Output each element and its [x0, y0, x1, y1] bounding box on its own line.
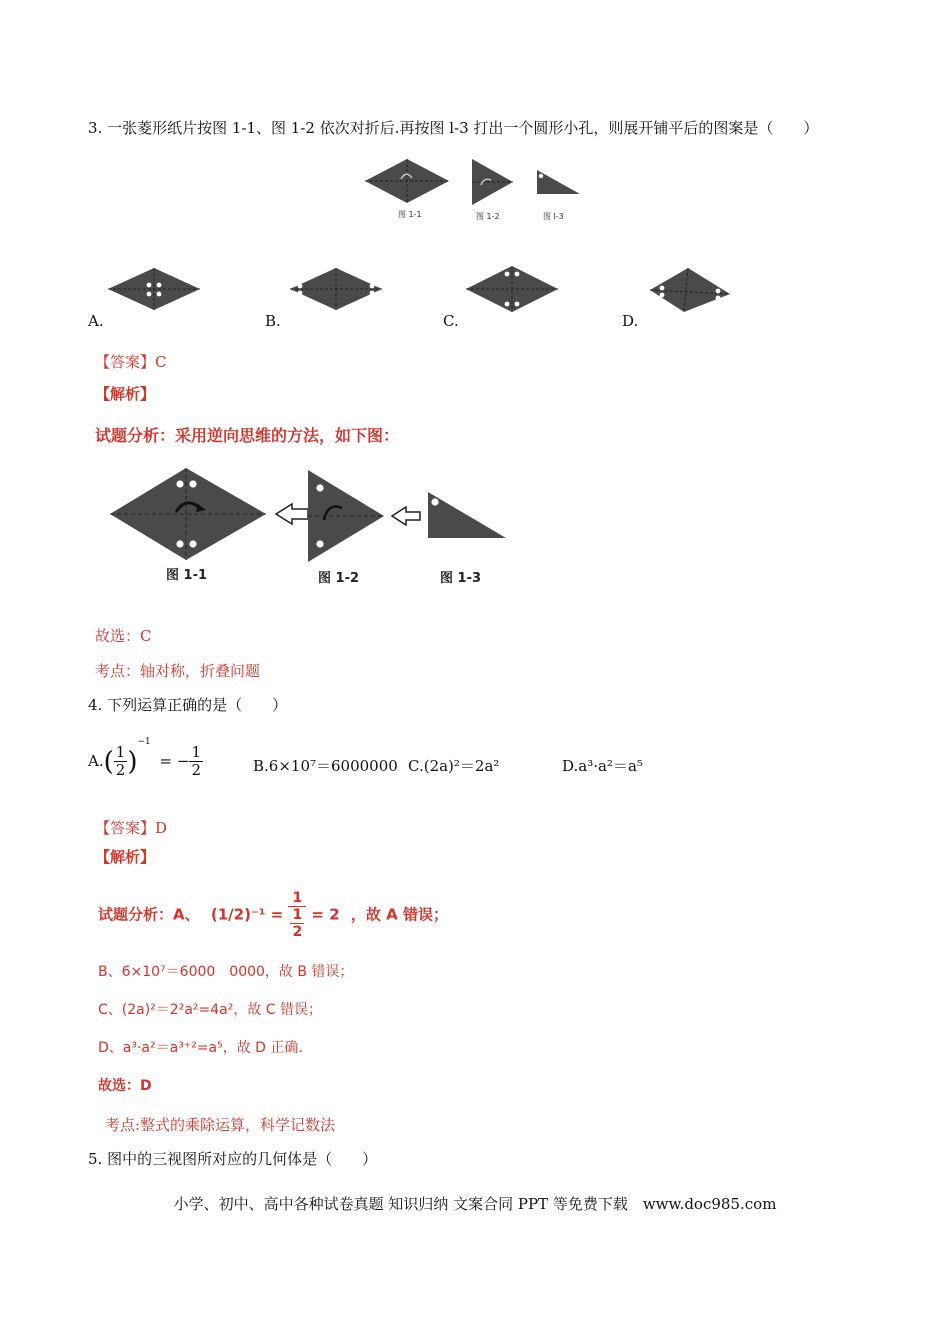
q3-kaodian: 考点：轴对称，折叠问题 — [95, 662, 261, 680]
q4-analysis-line-d: D、a³·a²＝a³⁺²=a⁵，故 D 正确. — [98, 1040, 303, 1056]
q4-option-b[interactable]: B.6×10⁷＝6000000 — [253, 757, 398, 775]
q4-option-a-label: A. — [88, 751, 104, 770]
fig-caption-1: 图 1-1 — [398, 210, 422, 219]
q4-kaodian: 考点:整式的乘除运算，科学记数法 — [105, 1116, 336, 1134]
page-footer: 小学、初中、高中各种试卷真题 知识归纳 文案合同 PPT 等免费下载 www.doc985.com — [173, 1195, 777, 1213]
left-arrow-1 — [276, 504, 308, 524]
analysis-caption-3: 图 1-3 — [440, 571, 482, 586]
q4-option-a[interactable]: A.( $\frac{1}{2}$ )$^{-1}$ = − $\frac{1}{2}$ — [88, 736, 201, 780]
q4-choice: 故选：D — [98, 1078, 152, 1094]
q3-analysis-figure — [108, 462, 518, 590]
analysis-caption-1: 图 1-1 — [166, 568, 208, 583]
left-arrow-2 — [392, 507, 420, 525]
q4-analysis-line-a: 试题分析：A、 (1/2)⁻¹ = $\frac{1}{\frac{1}{2}}$ = 2 ，故 A 错误； — [98, 890, 448, 941]
q4-option-d[interactable]: D.a³·a²＝a⁵ — [562, 757, 643, 775]
q3-option-d[interactable]: D. — [622, 312, 639, 330]
q4-analysis-line-b: B、6×10⁷＝6000 0000，故 B 错误； — [98, 964, 354, 980]
q4-option-a-fraction: $\frac{1}{2}$ — [115, 743, 126, 780]
q3-stem: 3. 一张菱形纸片按图 1-1、图 1-2 依次对折后.再按图 l-3 打出一个圆形小孔，则展开铺平后的图案是（ ） — [88, 119, 819, 137]
q3-answer: 【答案】C — [95, 353, 167, 371]
q4-option-c[interactable]: C.(2a)²＝2a² — [408, 757, 500, 775]
q4-analysis-line-c: C、(2a)²＝2²a²=4a²，故 C 错误； — [98, 1002, 323, 1018]
analysis-triangle-1-3 — [428, 492, 506, 538]
q3-option-c-figure — [464, 264, 560, 314]
fig-caption-2: 图 1-2 — [476, 212, 500, 221]
q4-answer: 【答案】D — [95, 819, 168, 837]
q3-option-d-figure — [648, 266, 732, 314]
q3-option-b-figure — [288, 266, 384, 312]
q4-analysis-label: 【解析】 — [95, 848, 156, 866]
q3-option-c[interactable]: C. — [443, 312, 459, 330]
q4-stem: 4. 下列运算正确的是（ ） — [88, 696, 288, 714]
q3-option-a[interactable]: A. — [88, 312, 104, 330]
analysis-caption-2: 图 1-2 — [318, 571, 360, 586]
q3-analysis-label: 【解析】 — [95, 385, 156, 403]
q3-option-b[interactable]: B. — [265, 312, 281, 330]
q3-fold-figure — [360, 150, 600, 230]
fig-caption-3: 图 l-3 — [543, 212, 564, 221]
triangle-1-3 — [537, 170, 580, 194]
q3-analysis-text: 试题分析：采用逆向思维的方法，如下图： — [95, 426, 400, 445]
q3-choice: 故选：C — [95, 627, 152, 645]
q3-option-a-figure — [106, 266, 202, 312]
q5-stem: 5. 图中的三视图所对应的几何体是（ ） — [88, 1150, 378, 1168]
